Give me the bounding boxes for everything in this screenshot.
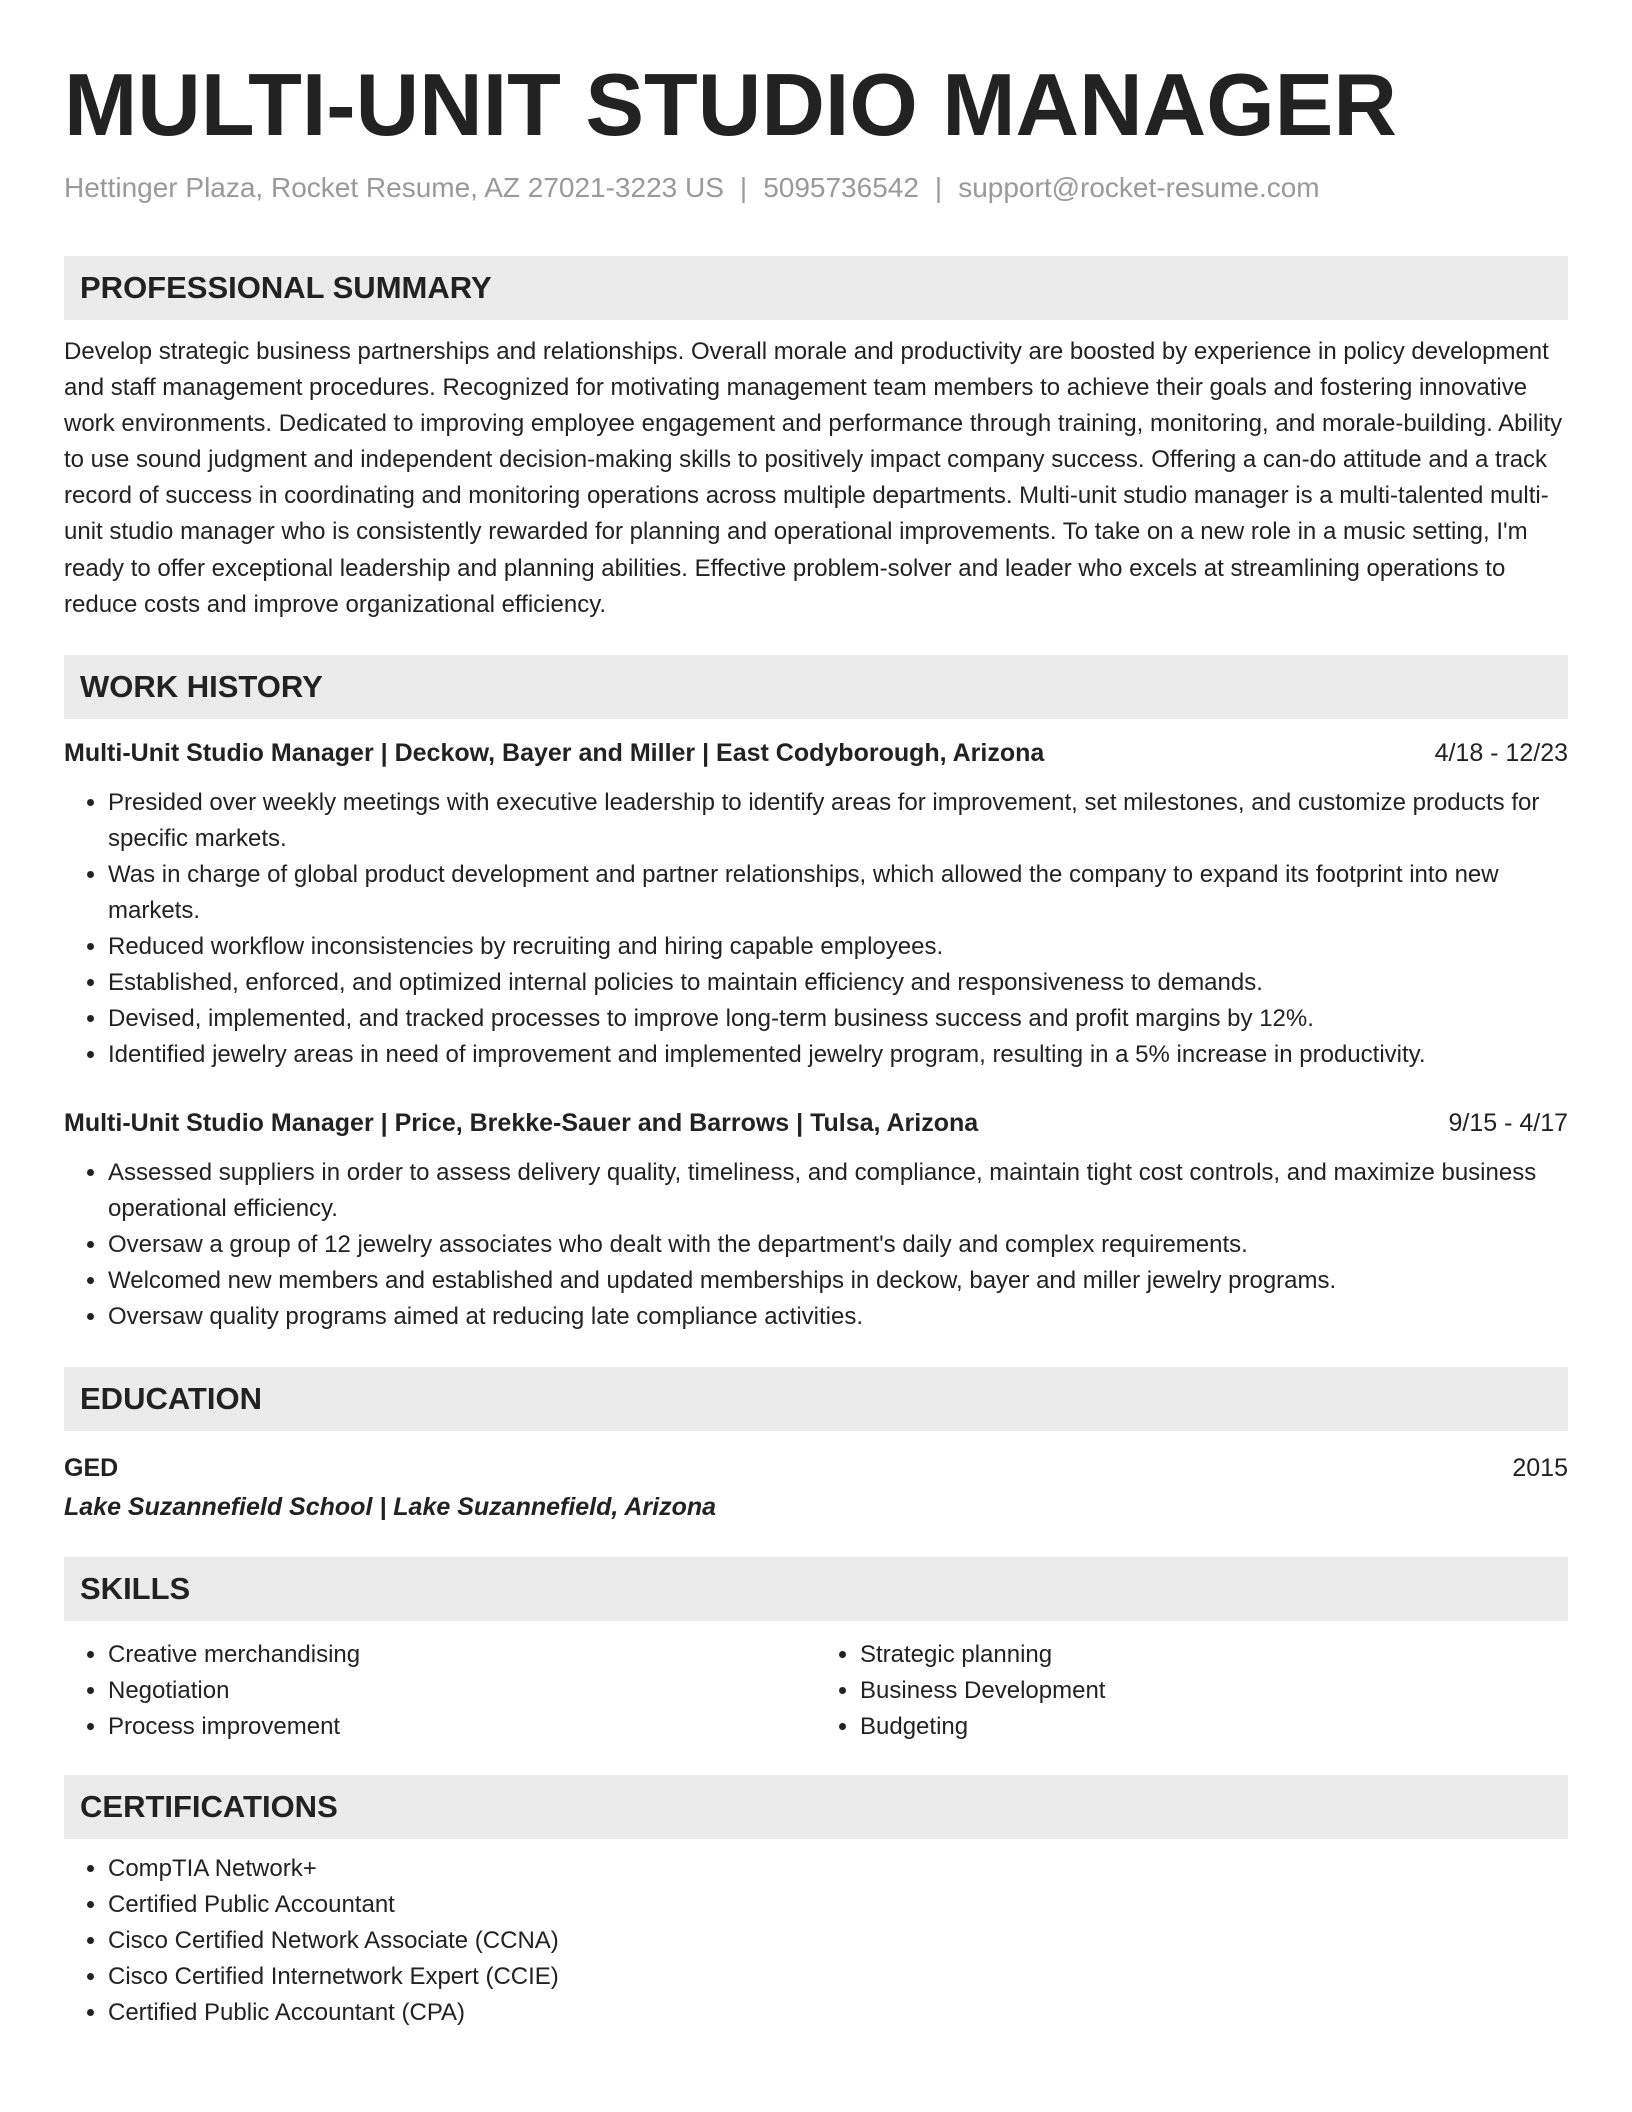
certifications-list (64, 1851, 1568, 2031)
education-row (64, 1449, 1568, 1487)
list-item: • Reduced workflow inconsistencies by recruiting and hiring capable employees. (108, 929, 1568, 965)
list-item: • Was in charge of global product development and partner relationships, which allowed the company to expand its footprint into new markets. (108, 857, 1568, 929)
section-header-work-history (64, 655, 1568, 719)
job-title: Multi-Unit Studio Manager | Deckow, Bayer and Miller | East Codyborough, Arizona (64, 738, 1045, 767)
contact-phone: 5095736542 (763, 172, 919, 203)
section-heading: PROFESSIONAL SUMMARY (80, 270, 492, 305)
list-item: • Welcomed new members and established and updated memberships in deckow, bayer and miller jewelry programs. (108, 1263, 1568, 1299)
resume-title: MULTI-UNIT STUDIO MANAGER (64, 55, 1397, 154)
list-item: • Cisco Certified Internetwork Expert (CCIE) (108, 1959, 1568, 1995)
list-item: • Cisco Certified Network Associate (CCNA) (108, 1923, 1568, 1959)
section-header-skills (64, 1557, 1568, 1621)
skills-column-right (816, 1637, 1568, 1745)
list-item: • Process improvement (108, 1709, 816, 1745)
skills-column-left (64, 1637, 816, 1745)
list-item: • Certified Public Accountant (108, 1887, 1568, 1923)
summary-text: Develop strategic business partnerships and relationships. Overall morale and productivity are boosted by experience in policy development and staff management procedures. Recognized for motivating management team members to achieve their goals and fostering innovative work environments. Dedicated to improving employee engagement and performance through training, monitoring, and morale-building. Ability to use sound judgment and independent decision-making skills to positively impact company success. Offering a can-do attitude and a track record of success in coordinating and monitoring operations across multiple departments. Multi-unit studio manager is a multi-talented multi-unit studio manager who is consistently rewarded for planning and operational improvements. To take on a new role in a music setting, I'm ready to offer exceptional leadership and planning abilities. Effective problem-solver and leader who excels at streamlining operations to reduce costs and improve organizational efficiency. (64, 338, 1563, 618)
list-item: • Oversaw a group of 12 jewelry associates who dealt with the department's daily and complex requirements. (108, 1227, 1568, 1263)
section-heading: WORK HISTORY (80, 668, 323, 704)
job-header (64, 1103, 1568, 1143)
job-dates: 9/15 - 4/17 (1448, 1108, 1568, 1137)
list-item: • Certified Public Accountant (CPA) (108, 1995, 1568, 2031)
contact-email[interactable]: support@rocket-resume.com (958, 172, 1320, 203)
list-item: • Creative merchandising (108, 1637, 816, 1673)
list-item: • Negotiation (108, 1673, 816, 1709)
job-entry (64, 733, 1568, 1073)
contact-line (64, 170, 1568, 206)
section-header-certifications (64, 1775, 1568, 1839)
skills-list (64, 1637, 1568, 1745)
job-bullets (64, 1155, 1568, 1335)
list-item: • Budgeting (860, 1709, 1568, 1745)
list-item: • Business Development (860, 1673, 1568, 1709)
contact-address: Hettinger Plaza, Rocket Resume, AZ 27021-3223 US (64, 172, 724, 203)
job-header (64, 733, 1568, 773)
job-title: Multi-Unit Studio Manager | Price, Brekke-Sauer and Barrows | Tulsa, Arizona (64, 1108, 979, 1137)
section-header-summary (64, 256, 1568, 320)
list-item: • Oversaw quality programs aimed at reducing late compliance activities. (108, 1299, 1568, 1335)
section-heading: SKILLS (80, 1570, 191, 1606)
section-header-education (64, 1367, 1568, 1431)
education-school: Lake Suzannefield School | Lake Suzannefield, Arizona (64, 1492, 717, 1521)
section-heading: CERTIFICATIONS (80, 1788, 338, 1824)
list-item: • CompTIA Network+ (108, 1851, 1568, 1887)
list-item: • Presided over weekly meetings with executive leadership to identify areas for improvement, set milestones, and customize products for specific markets. (108, 785, 1568, 857)
list-item: • Strategic planning (860, 1637, 1568, 1673)
job-entry (64, 1103, 1568, 1335)
list-item: • Identified jewelry areas in need of improvement and implemented jewelry program, resulting in a 5% increase in productivity. (108, 1037, 1568, 1073)
education-entry (64, 1449, 1568, 1527)
section-heading: EDUCATION (80, 1380, 262, 1416)
education-year: 2015 (1512, 1453, 1568, 1482)
job-bullets (64, 785, 1568, 1073)
education-degree: GED (64, 1453, 119, 1482)
contact-separator: | (934, 172, 943, 203)
list-item: • Established, enforced, and optimized internal policies to maintain efficiency and responsiveness to demands. (108, 965, 1568, 1001)
contact-separator: | (739, 172, 748, 203)
list-item: • Assessed suppliers in order to assess delivery quality, timeliness, and compliance, maintain tight cost controls, and maximize business operational efficiency. (108, 1155, 1568, 1227)
list-item: • Devised, implemented, and tracked processes to improve long-term business success and profit margins by 12%. (108, 1001, 1568, 1037)
job-dates: 4/18 - 12/23 (1434, 738, 1568, 767)
